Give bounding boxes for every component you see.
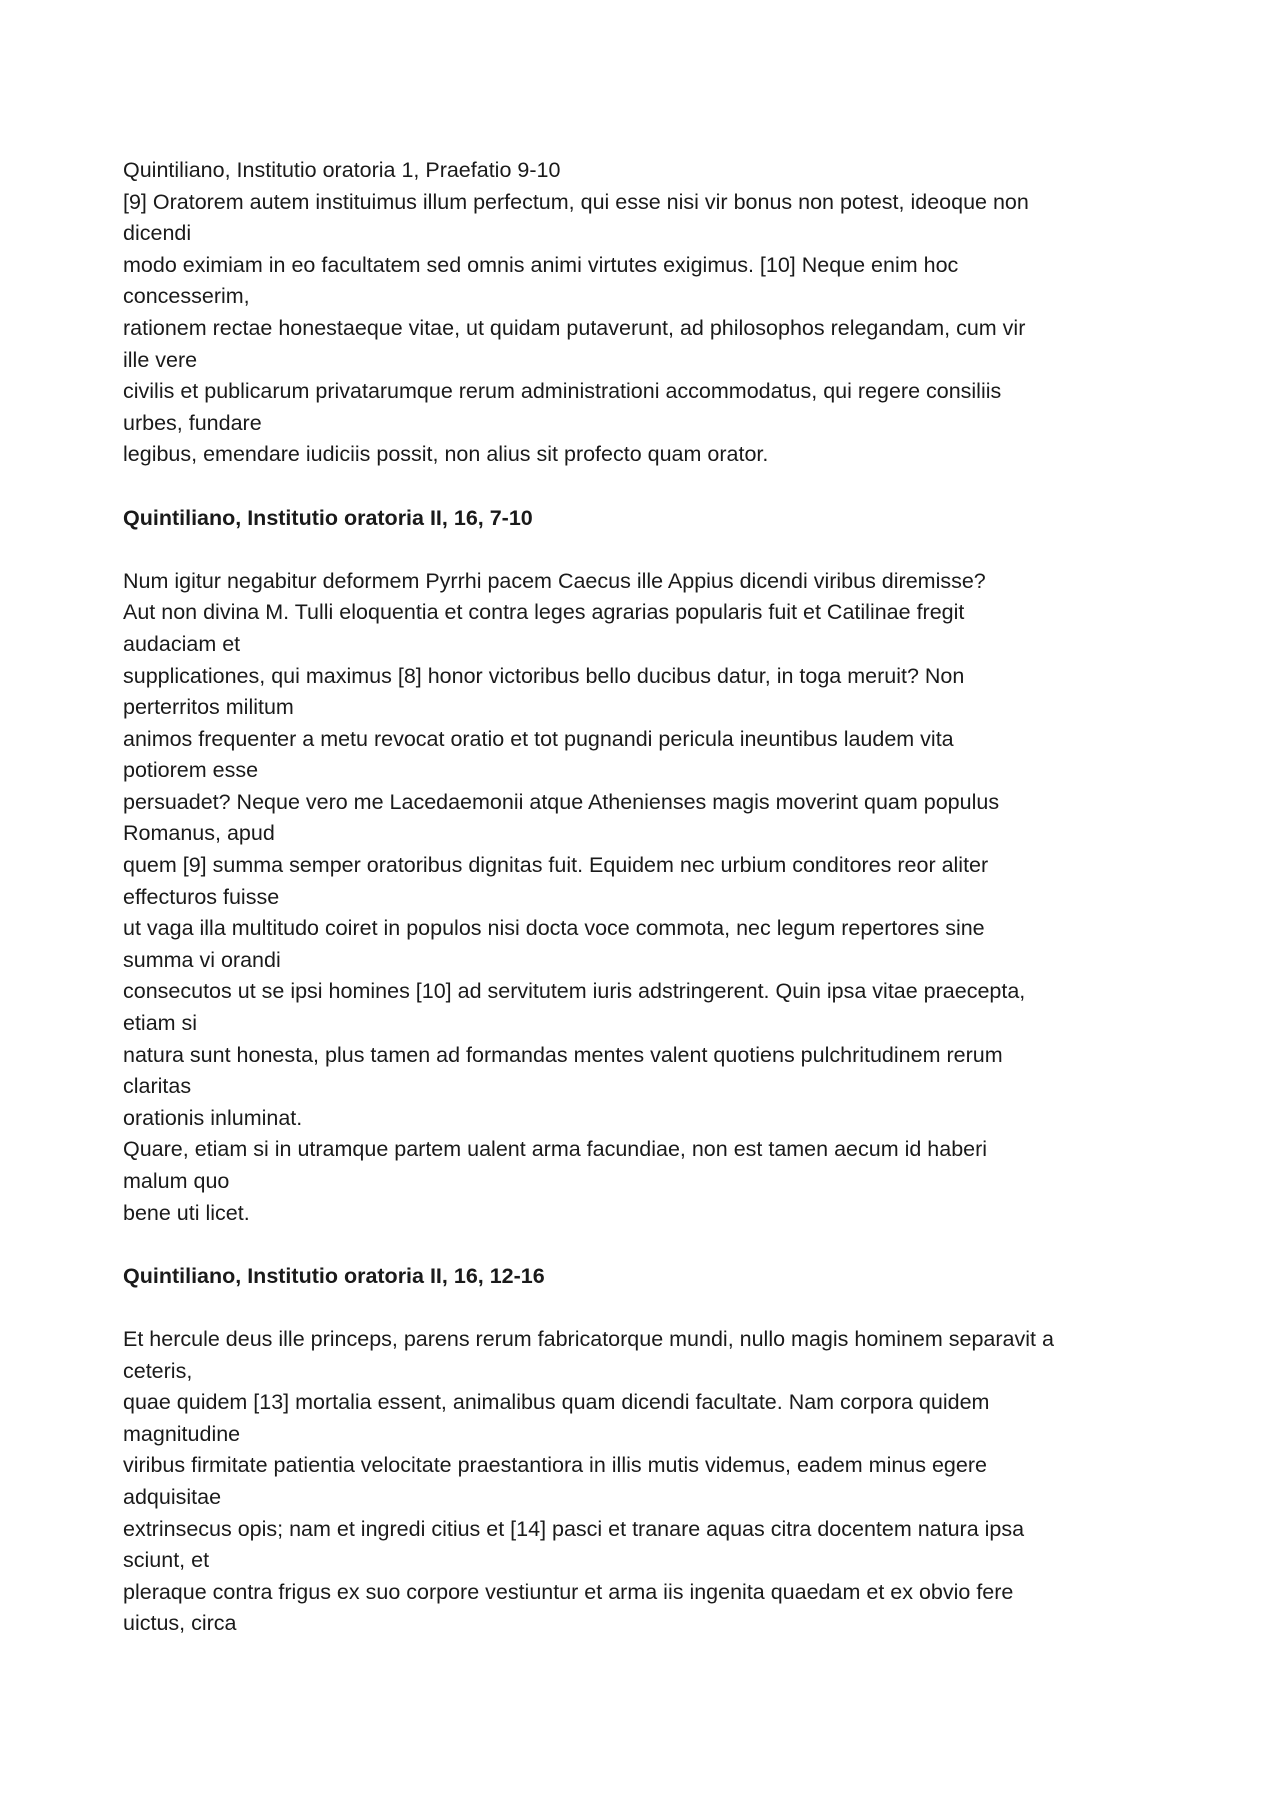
text-line: claritas bbox=[123, 1074, 192, 1099]
section-ii-16-12-16 bbox=[123, 1261, 1163, 1640]
text-line: persuadet? Neque vero me Lacedaemonii atque Athenienses magis moverint quam populus bbox=[123, 789, 1000, 814]
text-line: etiam si bbox=[123, 1011, 198, 1036]
text-line: magnitudine bbox=[123, 1421, 241, 1446]
document-body bbox=[123, 155, 1163, 1640]
text-line: animos frequenter a metu revocat oratio et tot pugnandi pericula ineuntibus laudem vita bbox=[123, 726, 954, 751]
text-line: effecturos fuisse bbox=[123, 884, 280, 909]
section-praefatio bbox=[123, 155, 1163, 471]
text-line: civilis et publicarum privatarumque rerum administrationi accommodatus, qui regere consiliis bbox=[123, 379, 1002, 404]
text-line: sciunt, et bbox=[123, 1548, 210, 1573]
text-line: malum quo bbox=[123, 1169, 230, 1193]
text-line: audaciam et bbox=[123, 631, 241, 656]
text-line: ceteris, bbox=[123, 1358, 193, 1383]
text-line: Num igitur negabitur deformem Pyrrhi pacem Caecus ille Appius dicendi viribus diremisse? bbox=[123, 568, 986, 593]
section-heading: Quintiliano, Institutio oratoria II, 16, 7-10 bbox=[123, 505, 533, 530]
text-line: [9] Oratorem autem instituimus illum perfectum, qui esse nisi vir bonus non potest, ideoque non bbox=[123, 189, 1029, 214]
text-line: potiorem esse bbox=[123, 758, 259, 783]
text-line: Aut non divina M. Tulli eloquentia et contra leges agrarias popularis fuit et Catilinae fregit bbox=[123, 600, 965, 625]
text-line: Et hercule deus ille princeps, parens rerum fabricatorque mundi, nullo magis hominem separavit a bbox=[123, 1326, 1054, 1351]
text-line: urbes, fundare bbox=[123, 410, 262, 435]
text-line: concesserim, bbox=[123, 284, 250, 309]
text-line: Quare, etiam si in utramque partem ualent arma facundiae, non est tamen aecum id haberi bbox=[123, 1137, 988, 1162]
text-line: quae quidem [13] mortalia essent, animalibus quam dicendi facultate. Nam corpora quidem bbox=[123, 1390, 990, 1415]
text-line: supplicationes, qui maximus [8] honor victoribus bello ducibus datur, in toga meruit? Non bbox=[123, 663, 965, 688]
text-line: consecutos ut se ipsi homines [10] ad servitutem iuris adstringerent. Quin ipsa vitae praecepta, bbox=[123, 979, 1026, 1004]
text-line: summa vi orandi bbox=[123, 947, 281, 972]
paragraph-spacer bbox=[123, 1292, 1163, 1324]
text-line: perterritos militum bbox=[123, 695, 294, 720]
paragraph-spacer bbox=[123, 534, 1163, 566]
text-line: viribus firmitate patientia velocitate praestantiora in illis mutis videmus, eadem minus egere bbox=[123, 1453, 987, 1478]
section-heading: Quintiliano, Institutio oratoria II, 16, 12-16 bbox=[123, 1263, 545, 1288]
text-line: ut vaga illa multitudo coiret in populos nisi docta voce commota, nec legum repertores sine bbox=[123, 916, 985, 941]
text-line: dicendi bbox=[123, 221, 192, 246]
text-line: Romanus, apud bbox=[123, 821, 275, 846]
text-line: ille vere bbox=[123, 347, 198, 372]
text-line: rationem rectae honestaeque vitae, ut quidam putaverunt, ad philosophos relegandam, cum vir bbox=[123, 315, 1026, 340]
text-line: extrinsecus opis; nam et ingredi citius et [14] pasci et tranare aquas citra docentem natura ipsa bbox=[123, 1516, 1025, 1541]
section-heading: Quintiliano, Institutio oratoria 1, Praefatio 9-10 bbox=[123, 158, 561, 182]
paragraph-spacer bbox=[123, 1229, 1163, 1261]
text-line: adquisitae bbox=[123, 1484, 222, 1509]
section-ii-16-7-10 bbox=[123, 503, 1163, 1230]
text-line: bene uti licet. bbox=[123, 1200, 250, 1225]
text-line: orationis inluminat. bbox=[123, 1105, 303, 1130]
text-line: uictus, circa bbox=[123, 1611, 237, 1636]
paragraph-spacer bbox=[123, 471, 1163, 503]
text-line: legibus, emendare iudiciis possit, non alius sit profecto quam orator. bbox=[123, 442, 769, 467]
text-line: natura sunt honesta, plus tamen ad formandas mentes valent quotiens pulchritudinem rerum bbox=[123, 1042, 1003, 1067]
text-line: quem [9] summa semper oratoribus dignitas fuit. Equidem nec urbium conditores reor aliter bbox=[123, 853, 989, 878]
text-line: modo eximiam in eo facultatem sed omnis animi virtutes exigimus. [10] Neque enim hoc bbox=[123, 252, 959, 277]
text-line: pleraque contra frigus ex suo corpore vestiuntur et arma iis ingenita quaedam et ex obvio fere bbox=[123, 1579, 1014, 1604]
